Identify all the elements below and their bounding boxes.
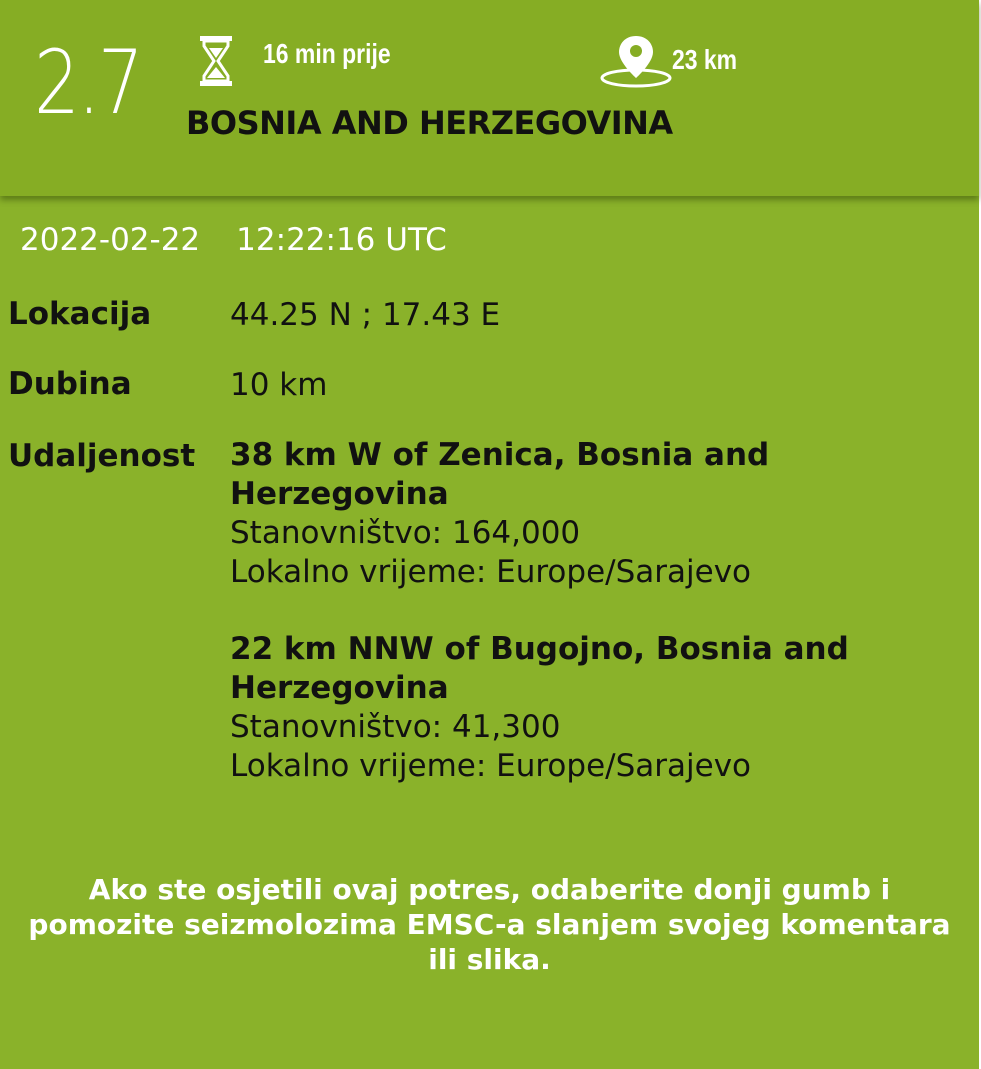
distance-label: Udaljenost — [8, 438, 196, 474]
nearby-city-title-cont: Herzegovina — [230, 670, 449, 706]
nearby-city-title: 38 km W of Zenica, Bosnia and — [230, 437, 770, 473]
nearby-city-title: 22 km NNW of Bugojno, Bosnia and — [230, 631, 849, 667]
location-value: 44.25 N ; 17.43 E — [230, 297, 501, 333]
magnitude-value: 2.7 — [34, 31, 142, 134]
prompt-line: Ako ste osjetili ovaj potres, odaberite donji gumb i — [88, 873, 891, 906]
prompt-line: ili slika. — [428, 943, 551, 976]
region-title: BOSNIA AND HERZEGOVINA — [186, 104, 673, 142]
nearby-city-item — [230, 436, 769, 592]
event-date: 2022-02-22 — [20, 222, 201, 258]
event-header — [0, 0, 979, 196]
location-label: Lokacija — [8, 296, 152, 332]
nearby-city-local-time: Lokalno vrijeme: Europe/Sarajevo — [230, 748, 752, 784]
nearby-city-population: Stanovništvo: 164,000 — [230, 515, 581, 551]
felt-report-prompt — [0, 872, 979, 977]
distance-value: 23 km — [672, 44, 738, 75]
hourglass-icon — [196, 34, 236, 88]
nearby-city-population: Stanovništvo: 41,300 — [230, 709, 561, 745]
nearby-city-local-time: Lokalno vrijeme: Europe/Sarajevo — [230, 554, 752, 590]
nearby-city-title-cont: Herzegovina — [230, 476, 449, 512]
prompt-line: pomozite seizmolozima EMSC-a slanjem svojeg komentara — [28, 908, 951, 941]
depth-label: Dubina — [8, 366, 132, 402]
location-pin-icon — [598, 32, 674, 88]
nearby-city-item — [230, 630, 849, 786]
depth-value: 10 km — [230, 367, 328, 403]
event-datetime — [20, 222, 447, 258]
event-time: 12:22:16 UTC — [236, 222, 447, 258]
time-ago: 16 min prije — [263, 38, 391, 69]
